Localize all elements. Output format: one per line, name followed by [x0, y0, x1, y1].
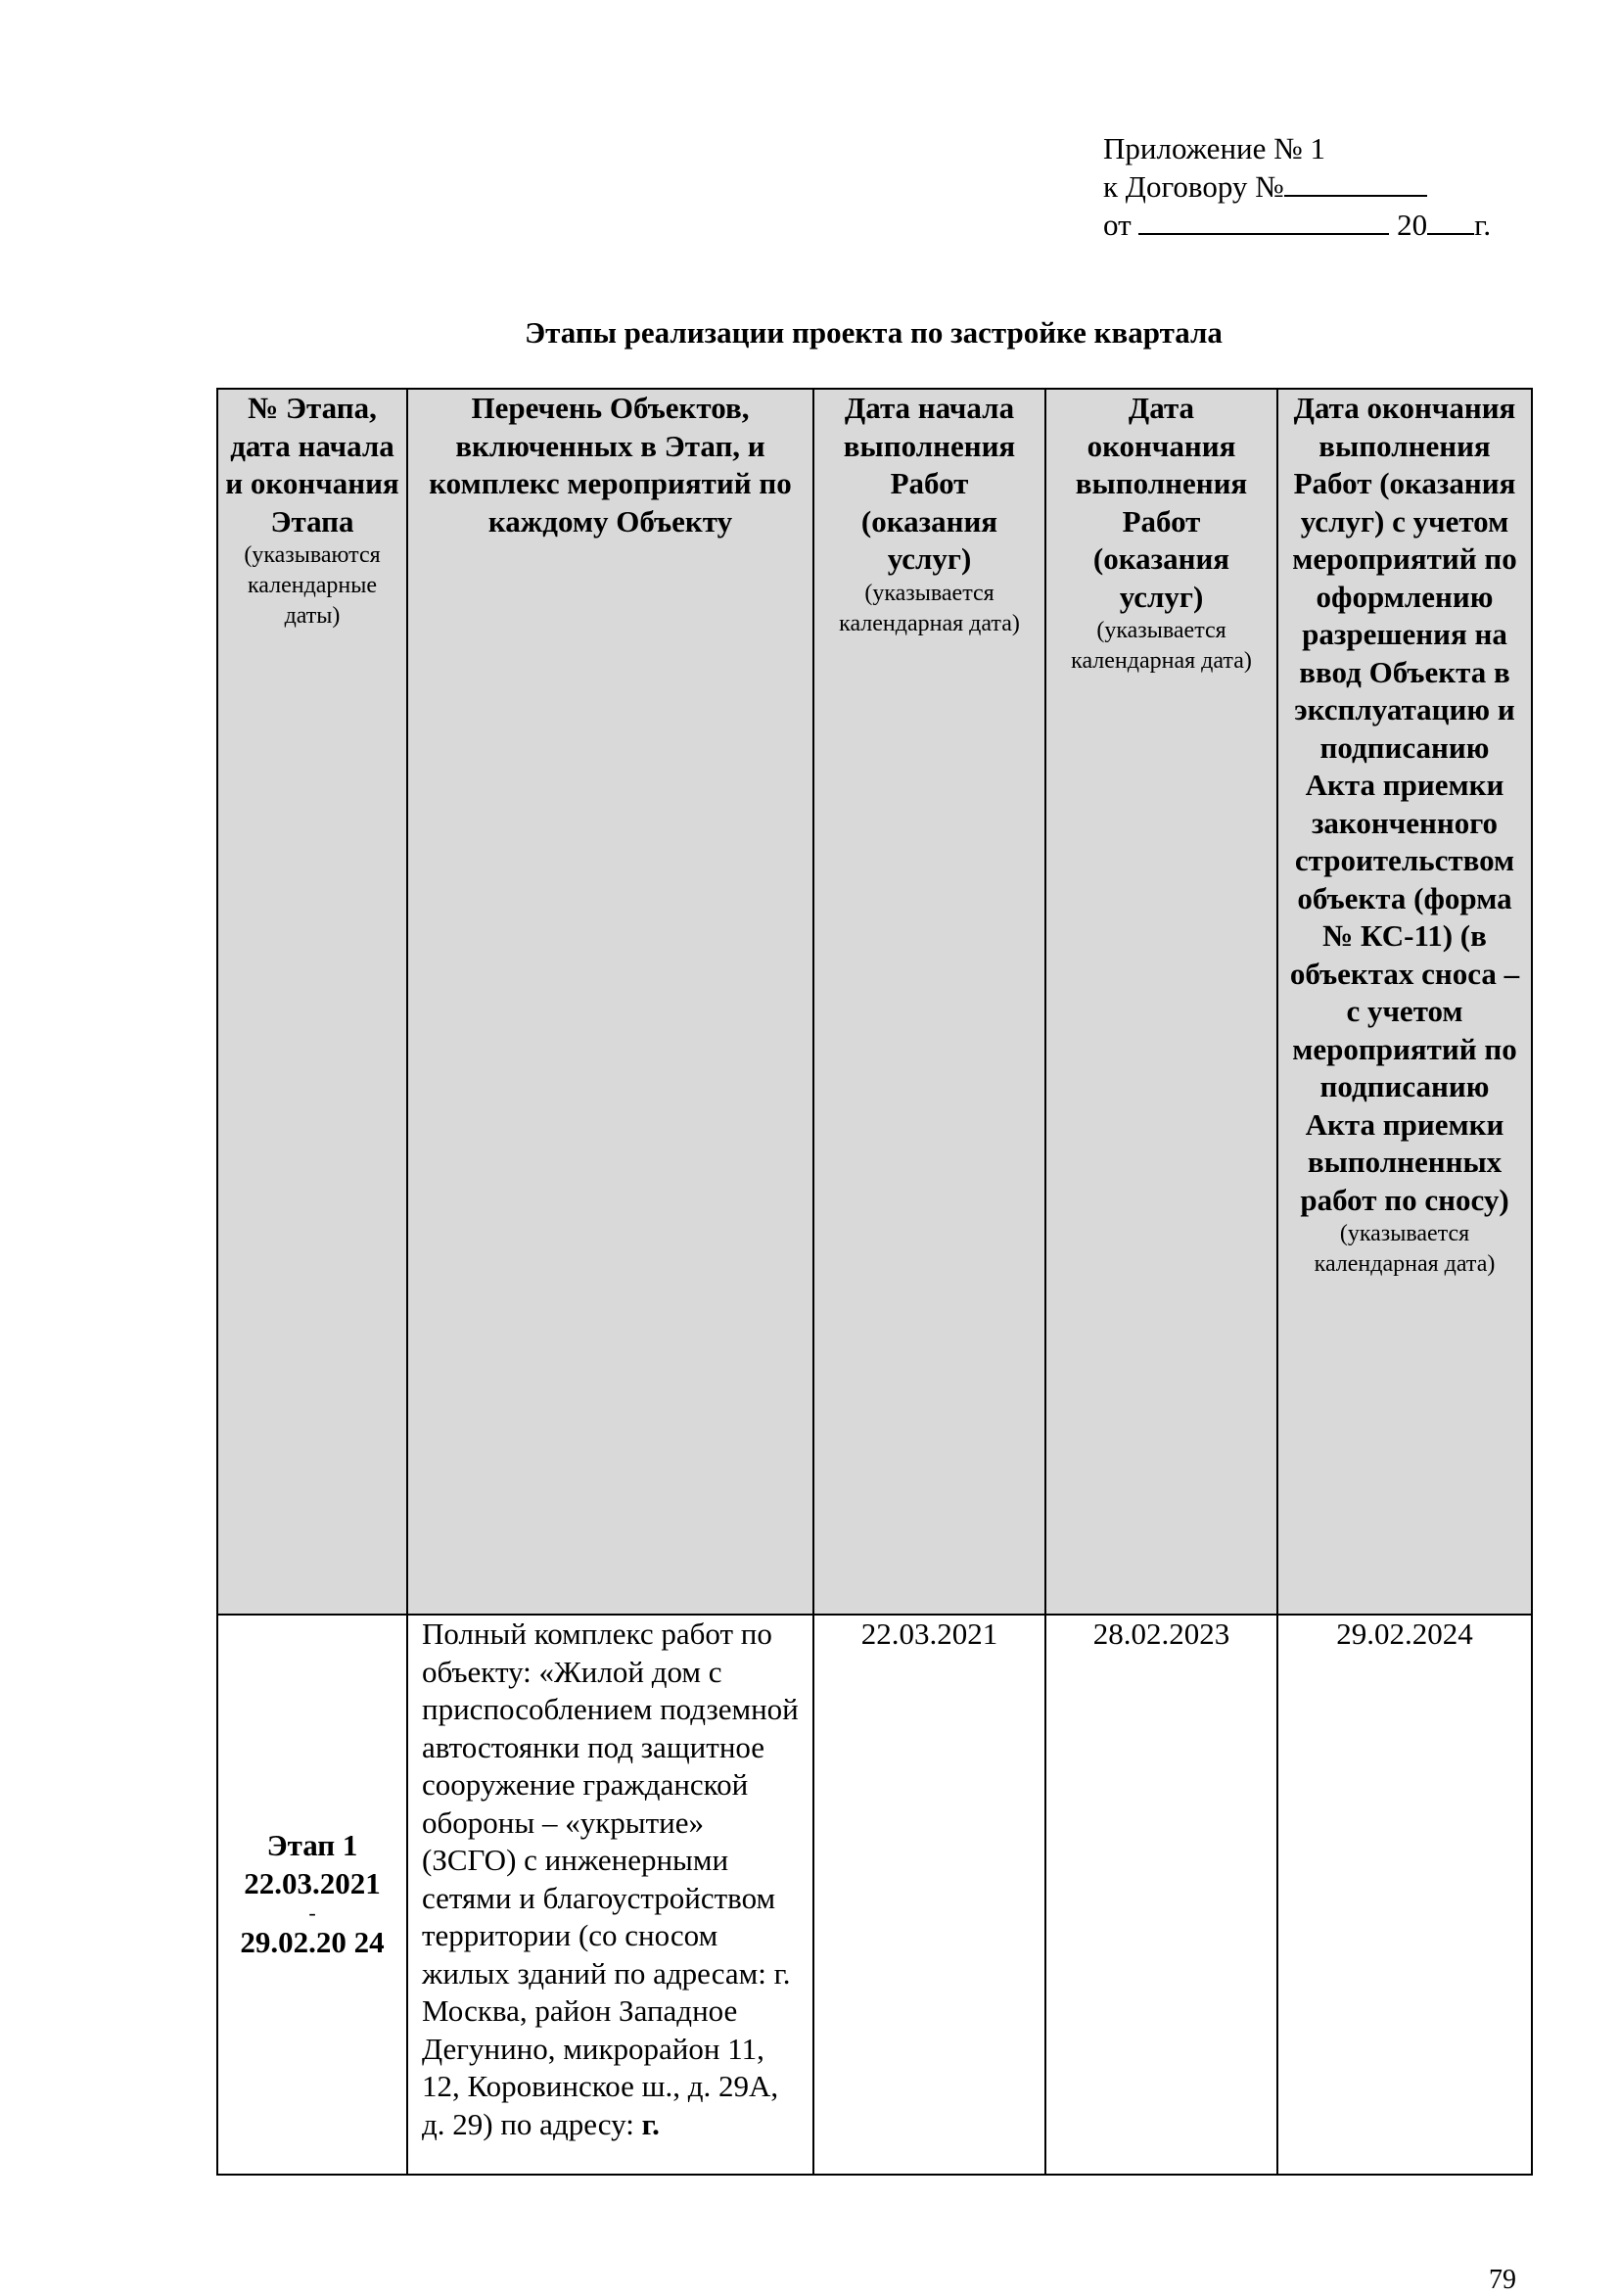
year-blank — [1427, 206, 1474, 235]
contract-number-blank — [1284, 167, 1427, 197]
header-stage-text: № Этапа, дата начала и окончания Этапа — [225, 391, 399, 539]
table-row — [217, 1615, 1532, 2175]
annex-header — [1103, 130, 1491, 244]
header-start-date-note: (указывается календарная дата) — [839, 580, 1020, 636]
stage-end: 29.02.20 24 — [240, 1925, 385, 1960]
annex-line-2 — [1103, 167, 1491, 206]
date-label: от — [1103, 208, 1132, 242]
end-date-cell: 28.02.2023 — [1045, 1615, 1277, 2175]
stage-cell — [217, 1615, 407, 2175]
year-prefix: 20 — [1397, 208, 1428, 242]
table-header-row — [217, 389, 1532, 1615]
year-suffix: г. — [1474, 208, 1492, 242]
header-end-date-text: Дата окончания выполнения Работ (оказания услуг) — [1075, 391, 1248, 614]
annex-line-3 — [1103, 206, 1491, 244]
header-commission-date — [1277, 389, 1532, 1615]
header-commission-date-note: (указывается календарная дата) — [1314, 1221, 1496, 1277]
header-end-date — [1045, 389, 1277, 1615]
header-objects-text: Перечень Объектов, включенных в Этап, и комплекс мероприятий по каждому Объекту — [429, 391, 792, 539]
header-stage — [217, 389, 407, 1615]
objects-text: Полный комплекс работ по объекту: «Жилой дом с приспособлением подземной автостоянки под защитное сооружение гражданской обороны – «укрытие» (ЗСГО) с инженерными сетями и благоустройством территории (со сносом жилых зданий по адресам: г. Москва, район Западное Дегунино, микрорайон 11, 12, Коровинское ш., д. 29А, д. 29) по адресу: — [422, 1617, 799, 2141]
stage-start: 22.03.2021 — [244, 1865, 381, 1900]
commission-date-cell: 29.02.2024 — [1277, 1615, 1532, 2175]
page-number: 79 — [1489, 2265, 1516, 2295]
header-commission-date-text: Дата окончания выполнения Работ (оказания услуг) с учетом мероприятий по оформлению разрешения на ввод Объекта в эксплуатацию и подписанию Акта приемки законченного строительством объекта (форма № КС-11) (в объектах сноса – с учетом мероприятий по подписанию Акта приемки выполненных работ по сносу) — [1289, 391, 1520, 1217]
date-blank — [1138, 206, 1389, 235]
contract-label: к Договору № — [1103, 169, 1284, 204]
header-end-date-note: (указывается календарная дата) — [1071, 618, 1252, 674]
header-start-date-text: Дата начала выполнения Работ (оказания услуг) — [843, 391, 1016, 576]
objects-bold-tail: г. — [641, 2106, 660, 2141]
document-title: Этапы реализации проекта по застройке квартала — [525, 315, 1223, 350]
stages-table — [216, 388, 1533, 2176]
annex-line-1: Приложение № 1 — [1103, 131, 1325, 165]
stage-name: Этап 1 — [266, 1828, 358, 1863]
objects-cell — [407, 1615, 813, 2175]
header-start-date — [813, 389, 1045, 1615]
header-objects — [407, 389, 813, 1615]
header-stage-note: (указываются календарные даты) — [244, 542, 381, 629]
stage-dash: - — [308, 1900, 316, 1926]
start-date-cell: 22.03.2021 — [813, 1615, 1045, 2175]
